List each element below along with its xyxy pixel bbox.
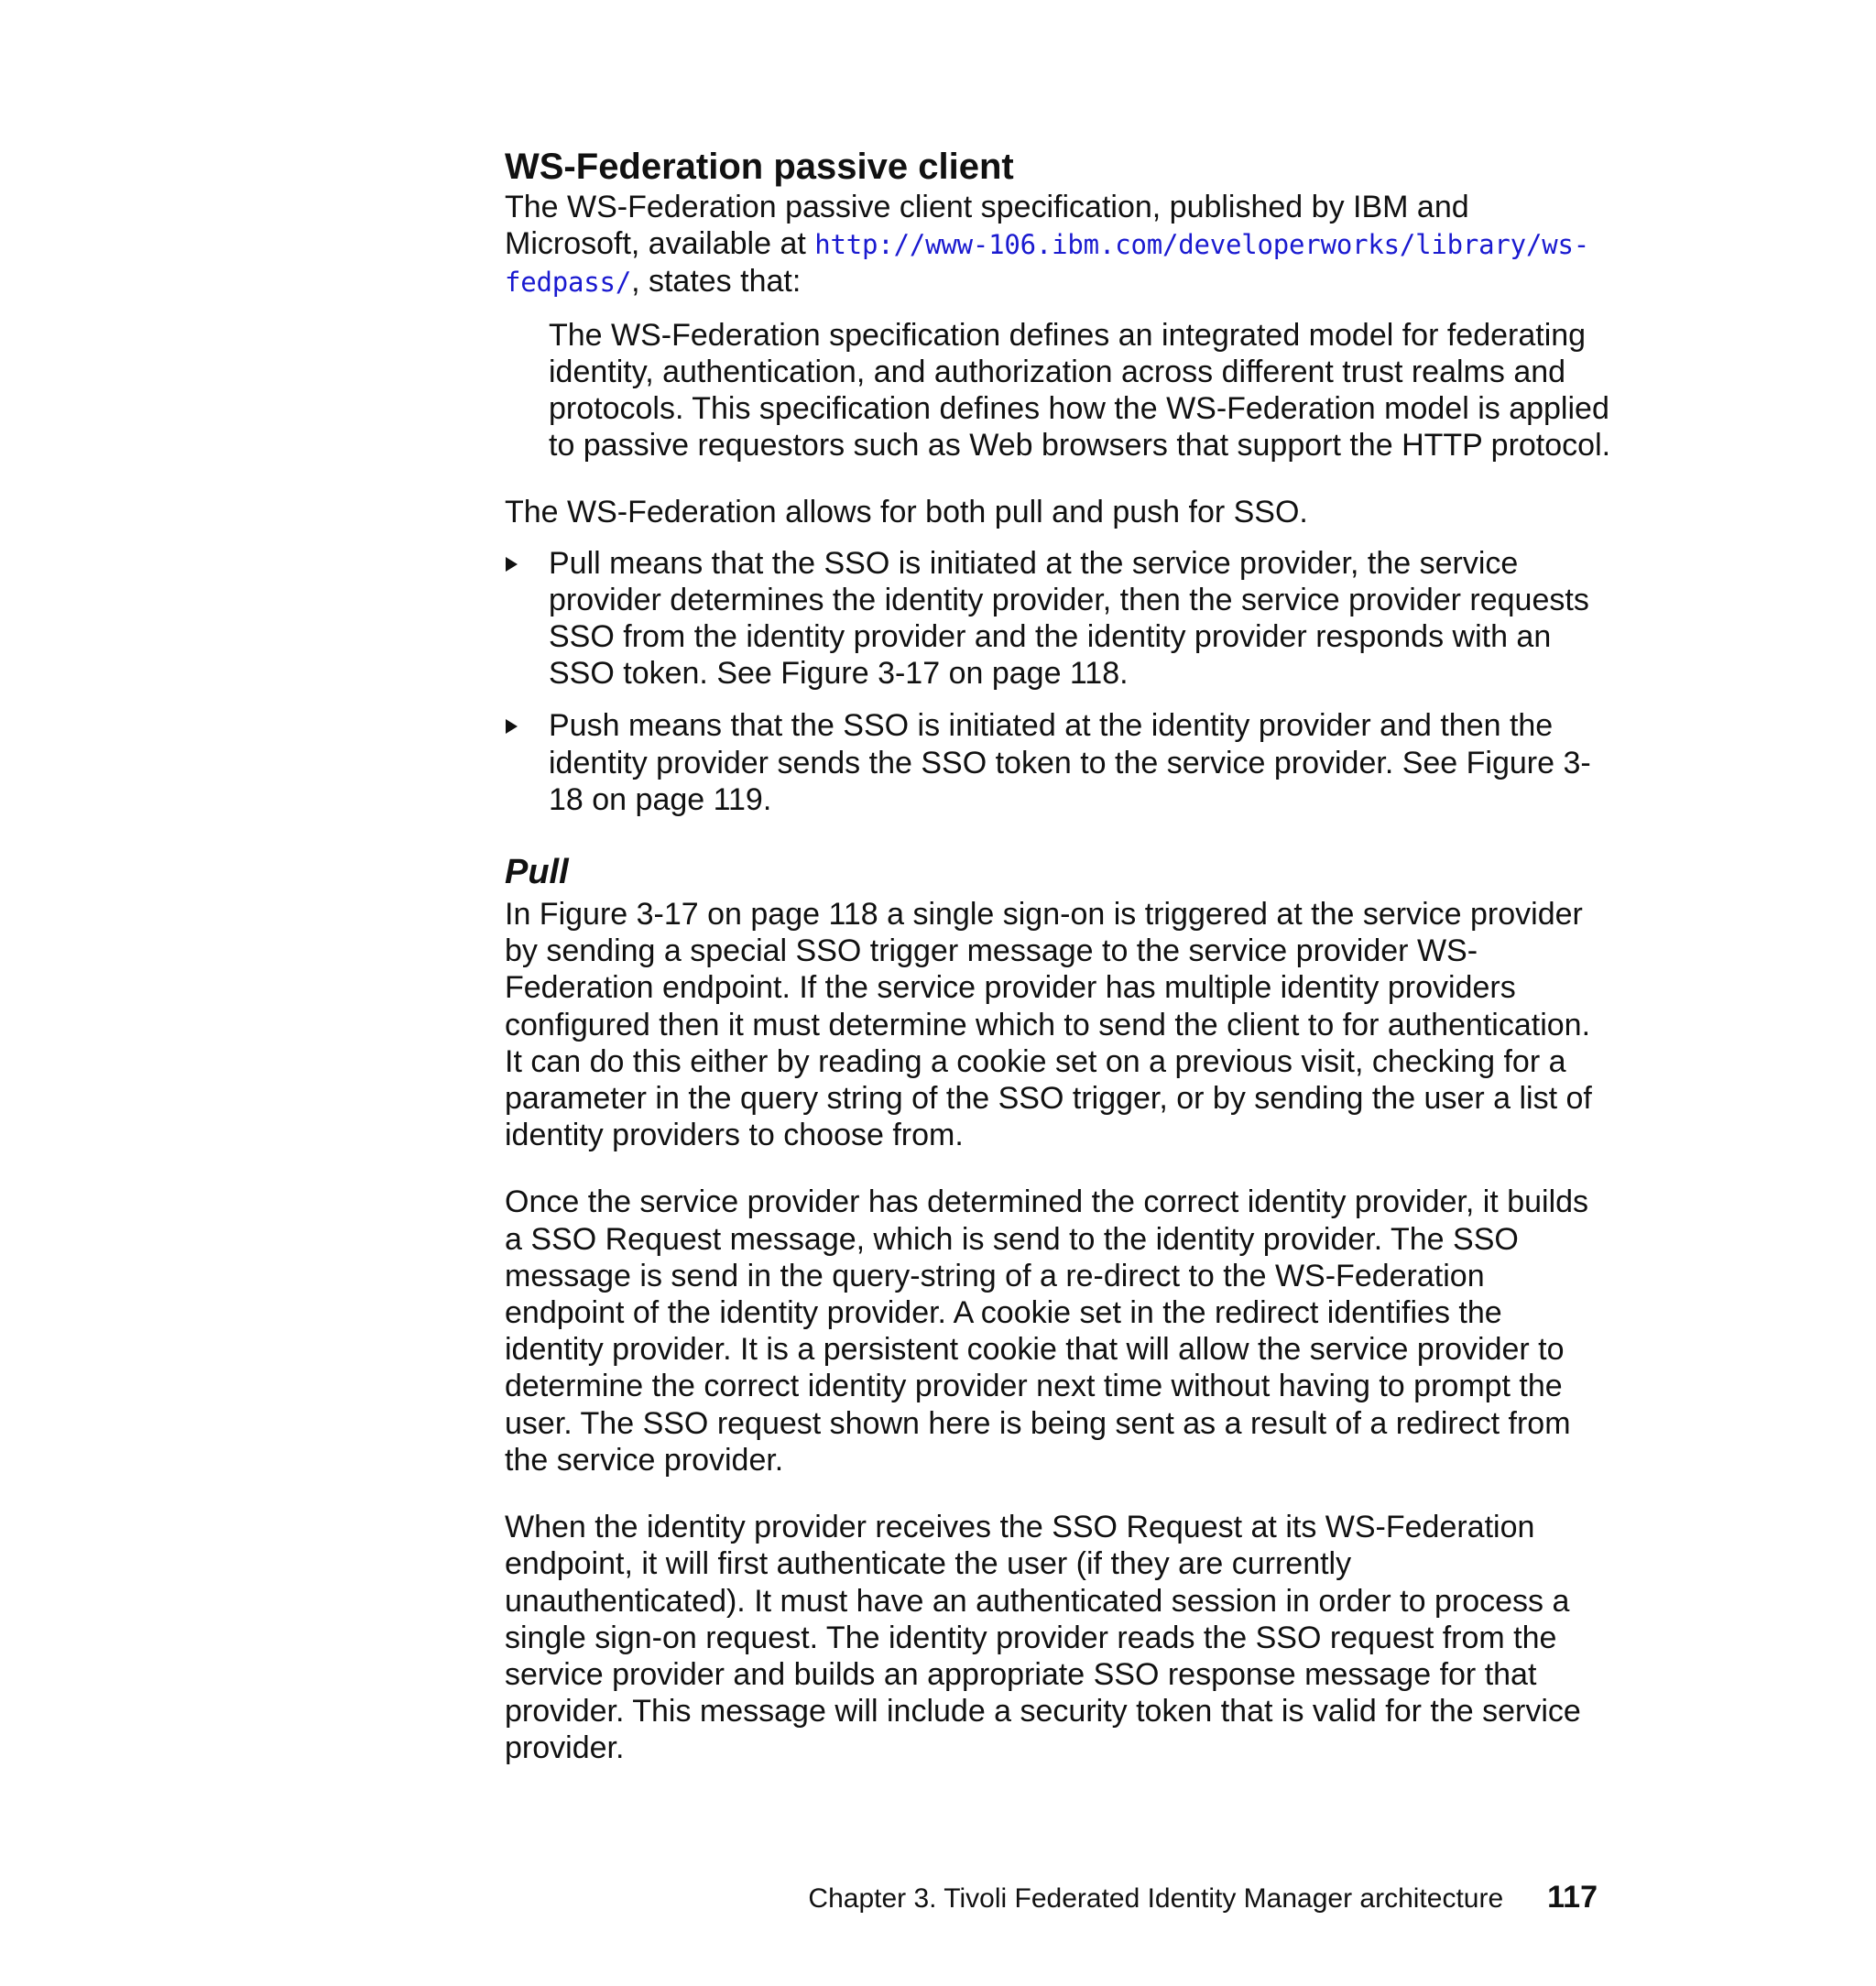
footer-chapter-title: Chapter 3. Tivoli Federated Identity Manager architecture: [808, 1883, 1504, 1914]
page-footer: [641, 1880, 1598, 1916]
bullet-text-push: Push means that the SSO is initiated at the identity provider and then the identity provider sends the SSO token to the service provider. See Figure 3-18 on page 119.: [549, 708, 1591, 817]
pull-paragraph-1: In Figure 3-17 on page 118 a single sign-on is triggered at the service provider by sending a special SSO trigger message to the service provider WS-Federation endpoint. If the service provider has multiple identity providers configured then it must determine which to send the client to for authentication. It can do this either by reading a cookie set on a previous visit, checking for a parameter in the query string of the SSO trigger, or by sending the user a list of identity providers to choose from.: [505, 897, 1592, 1153]
triangle-bullet-icon: [506, 719, 518, 734]
intro-tail: , states that:: [631, 264, 802, 300]
triangle-bullet-icon: [506, 557, 518, 572]
bullet-text-pull: Pull means that the SSO is initiated at the service provider, the service provider determines the identity provider, then the service provider requests SSO from the identity provider and the identity provider responds with an SSO token. See Figure 3-17 on page 118.: [549, 545, 1589, 692]
spec-link[interactable]: http://www-106.ibm.com/developerworks/library/ws-fedpass/: [505, 229, 1589, 299]
allows-paragraph: The WS-Federation allows for both pull and push for SSO.: [505, 495, 1308, 530]
block-quote: The WS-Federation specification defines an integrated model for federating identity, authentication, and authorization across different trust realms and protocols. This specification defines how the WS-Federation model is applied to passive requestors such as Web browsers that support the HTTP protocol.: [549, 317, 1611, 464]
intro-text: The WS-Federation passive client specification, published by IBM and Microsoft, available at: [505, 190, 1469, 262]
list-item: [505, 707, 1600, 818]
page-body: [505, 145, 1611, 1767]
pull-subtitle: Pull: [505, 853, 569, 892]
bullet-list: [505, 545, 1600, 818]
pull-paragraph-2: Once the service provider has determined the correct identity provider, it builds a SSO Request message, which is send to the identity provider. The SSO message is send in the query-string of a re-direct to the WS-Federation endpoint of the identity provider. A cookie set in the redirect identifies the identity provider. It is a persistent cookie that will allow the service provider to determine the correct identity provider next time without having to prompt the user. The SSO request shown here is being sent as a result of a redirect from the service provider.: [505, 1184, 1589, 1478]
pull-paragraph-3: When the identity provider receives the SSO Request at its WS-Federation endpoint, it will first authenticate the user (if they are currently unauthenticated). It must have an authenticated session in order to process a single sign-on request. The identity provider reads the SSO request from the service provider and builds an appropriate SSO response message for that provider. This message will include a security token that is valid for the service provider.: [505, 1510, 1581, 1766]
section-title: WS-Federation passive client: [505, 147, 1014, 187]
page-number: 117: [1547, 1880, 1598, 1915]
list-item: [505, 545, 1600, 693]
intro-paragraph: [505, 189, 1600, 301]
